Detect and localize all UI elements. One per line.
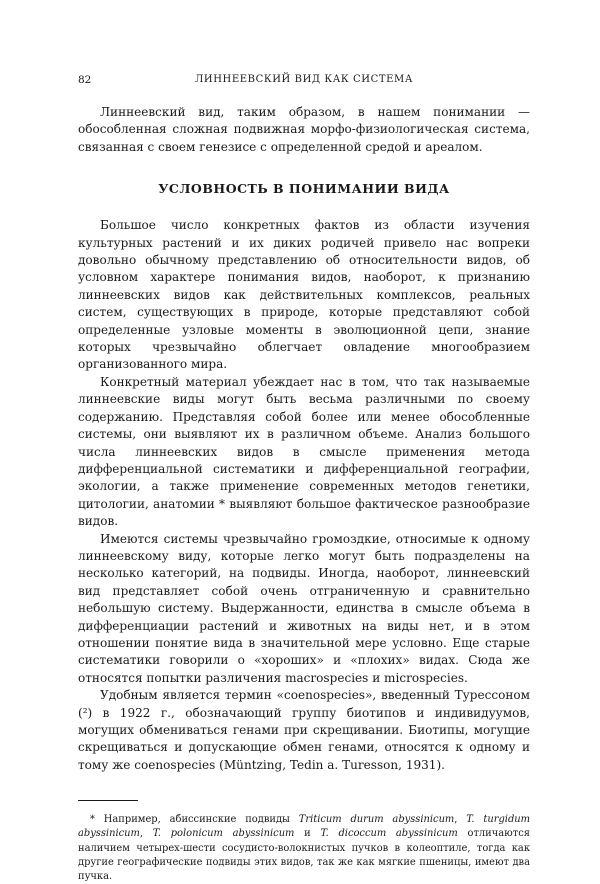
footnote-species-2: T. turgidum abyssinicum (78, 814, 530, 840)
book-page (78, 70, 530, 884)
body-paragraph-4: Удобным является термин «coenospecies», введенный Турессоном (²) в 1922 г., обозначающий группу биотипов и индивидуумов, могущих обмениваться генами при скрещивании. Биотипы, могущие скрещиваться и допускающие обмен генами, относятся к одному и тому же coenospecies (Müntzing, Tedin a. Turesson, 1931). (78, 688, 530, 772)
footnote-sep-2: , (139, 828, 153, 840)
footnote-tail: отличаются наличием четырех-шести сосудисто-волокнистых пучков в колеоптиле, тогда как другие географические подвиды этих видов, так же как мягкие пшеницы, имеют два пучка. (78, 828, 531, 883)
footnote-sep-3: и (294, 828, 321, 840)
page-number: 82 (78, 74, 92, 86)
footnote-species-3: T. polonicum abyssinicum (152, 828, 295, 840)
footnote-species-1: Triticum durum abyssinicum (298, 814, 455, 826)
body-paragraph-3: Имеются системы чрезвычайно громоздкие, относимые к одному линнеевскому виду, которые легко могут быть подразделены на несколько категорий, на подвиды. Иногда, наоборот, линнеевский вид представляет собой очень отграниченную и сравнительно небольшую систему. Выдержанности, единства в смысле объема в дифференциации растений и животных на виды нет, и в этом отношении понятие вида в значительной мере условно. Еще старые систематики говорили о «хороших» и «плохих» видах. Сюда же относятся попытки различения macrospecies и microspecies. (78, 531, 530, 685)
intro-paragraph: Линнеевский вид, таким образом, в нашем понимании — обособленная сложная подвижная морфо-физиологическая система, связанная с своем генезисе с определенной средой и ареалом. (78, 105, 530, 154)
footnote-sep-1: , (454, 814, 467, 826)
footnote (78, 813, 530, 884)
running-header (78, 70, 530, 90)
body-paragraph-2: Конкретный материал убеждает нас в том, что так называемые линнеевские виды могут быть весьма различными по своему содержанию. Представляя собой более или менее обособленные системы, они выявляют их в различном объеме. Анализ большого числа линнеевских видов в смысле применения метода дифференциальной систематики и дифференциальной географии, экологии, а также применение современных методов генетики, цитологии, анатомии * выявляют большое фактическое разнообразие видов. (78, 374, 530, 529)
section-title: УСЛОВНОСТЬ В ПОНИМАНИИ ВИДА (158, 181, 450, 197)
footnote-lead: * Например, абиссинские подвиды (90, 814, 299, 826)
running-title: ЛИННЕЕВСКИЙ ВИД КАК СИСТЕМА (194, 74, 414, 85)
footnote-species-4: T. dicoccum abyssinicum (320, 828, 458, 840)
body-paragraph-1: Большое число конкретных фактов из области изучения культурных растений и их диких родичей привело нас вопреки довольно обычному представлению об относительности видов, об условном характере понимания видов, наоборот, к признанию линнеевских видов как действительных комплексов, реальных систем, существующих в природе, которые представляют собой определенные узловые моменты в эволюционной цепи, знание которых чрезвычайно облегчает овладение многообразием организованного мира. (78, 218, 530, 372)
footnote-divider (78, 800, 138, 801)
